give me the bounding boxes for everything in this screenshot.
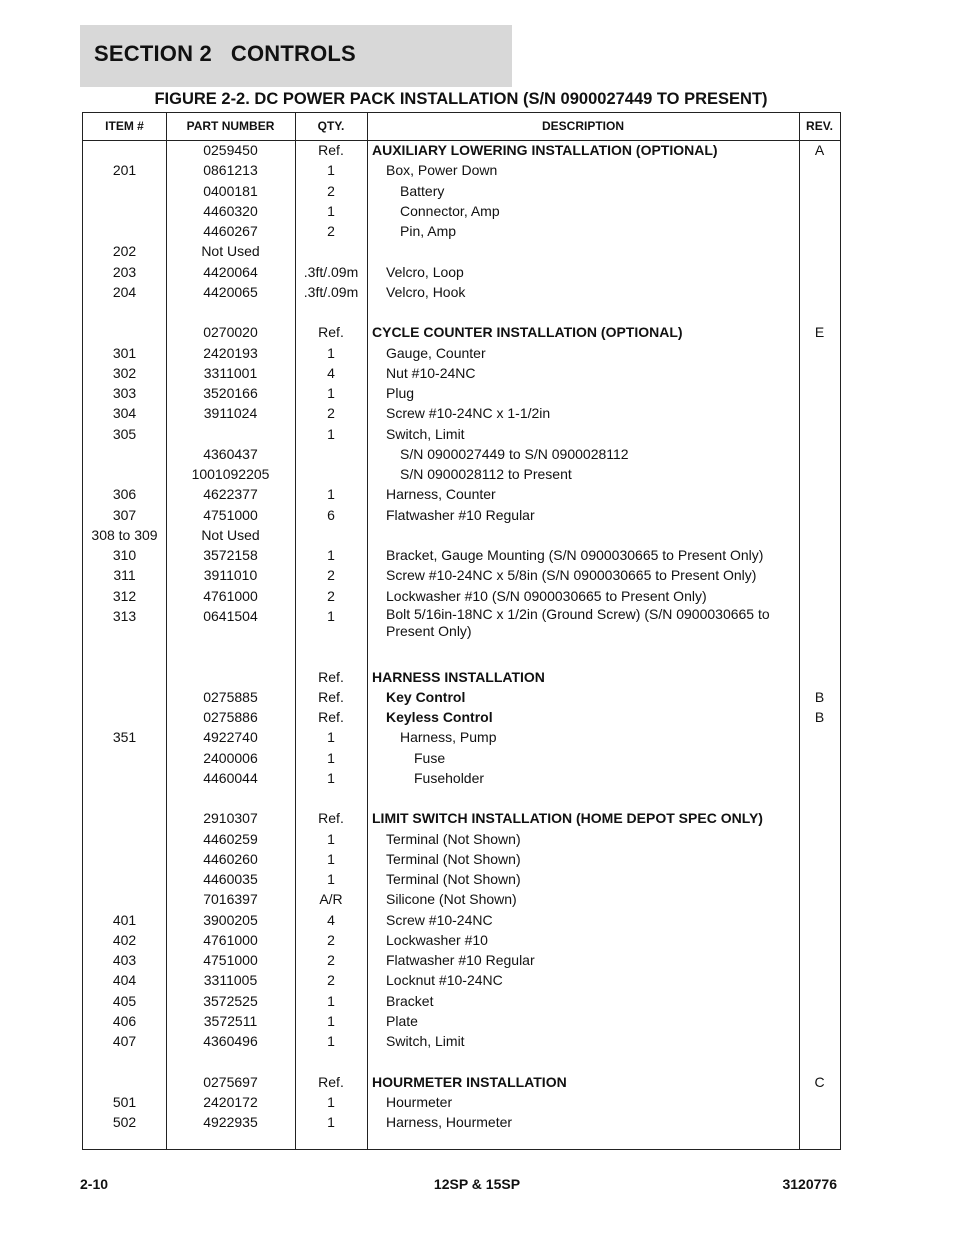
part-number-cell: 3572525 (203, 992, 258, 1009)
part-number-cell: 2910307 (203, 810, 258, 827)
part-number-cell: 3311001 (203, 364, 258, 381)
qty-cell: 1 (327, 871, 335, 887)
qty-cell: Ref. (318, 709, 344, 725)
description-cell: Switch, Limit (386, 425, 465, 442)
description-cell: Screw #10-24NC x 5/8in (S/N 0900030665 to Present Only) (386, 567, 757, 584)
page-number: 2-10 (80, 1176, 109, 1192)
description-cell: Screw #10-24NC (386, 911, 493, 928)
part-number-cell: 4922935 (203, 1114, 258, 1130)
table-row (83, 322, 840, 342)
part-number-cell: 3572158 (203, 547, 258, 563)
description-cell: S/N 0900028112 to Present (400, 466, 572, 482)
part-number-cell: 7016397 (203, 891, 258, 908)
table-row (83, 201, 840, 221)
item-cell: 501 (112, 1093, 137, 1110)
description-cell: Switch, Limit (386, 1033, 465, 1049)
part-number-cell: 4922740 (203, 729, 258, 746)
rev-cell: E (814, 324, 825, 341)
table-row (83, 565, 840, 585)
qty-cell: 1 (327, 830, 335, 847)
part-number-cell: 1001092205 (191, 466, 270, 482)
header-part-number: PART NUMBER (186, 119, 275, 133)
item-cell: 405 (112, 992, 137, 1009)
qty-cell: Ref. (318, 668, 344, 685)
description-cell: Pin, Amp (400, 223, 457, 239)
qty-cell: 6 (327, 506, 335, 523)
description-cell: Key Control (386, 688, 466, 705)
part-number-cell: 3911010 (203, 567, 258, 584)
qty-cell: 4 (327, 911, 335, 928)
qty-cell: 2 (327, 182, 335, 199)
qty-cell: 2 (327, 931, 335, 948)
part-number-cell: 4460260 (203, 850, 258, 867)
table-row (83, 444, 840, 464)
table-row (83, 991, 840, 1011)
qty-cell: 1 (327, 1012, 335, 1029)
qty-cell: 1 (327, 1114, 335, 1130)
qty-cell: 1 (327, 202, 335, 219)
item-cell: 302 (112, 364, 137, 381)
header-rev: REV. (806, 119, 833, 133)
description-cell: Terminal (Not Shown) (386, 850, 521, 867)
qty-cell: .3ft/.09m (303, 283, 359, 300)
item-cell: 406 (112, 1012, 137, 1029)
part-number-cell: 3900205 (203, 911, 258, 928)
header-item: ITEM # (105, 119, 144, 133)
table-row (83, 829, 840, 849)
table-row (83, 262, 840, 282)
description-cell: Fuse (414, 749, 446, 766)
part-number-cell: 4460267 (203, 223, 258, 239)
item-cell: 402 (112, 931, 137, 948)
table-row (83, 505, 840, 525)
table-row (83, 748, 840, 768)
part-number-cell: 0641504 (203, 607, 258, 624)
description-cell: Silicone (Not Shown) (386, 891, 517, 908)
item-cell: 310 (112, 547, 137, 563)
table-row (83, 869, 840, 889)
table-row (83, 768, 840, 788)
description-cell: Flatwasher #10 Regular (386, 506, 535, 523)
table-spacer-row (83, 646, 840, 666)
item-cell: 403 (112, 952, 137, 968)
table-row (83, 282, 840, 302)
qty-cell: 1 (327, 729, 335, 746)
part-number-cell: 4751000 (203, 952, 258, 968)
table-row (83, 667, 840, 687)
part-number-cell: 0275697 (203, 1073, 258, 1090)
table-row (83, 687, 840, 707)
part-number-cell: 2400006 (203, 749, 258, 766)
item-cell: 306 (112, 486, 137, 503)
description-cell: AUXILIARY LOWERING INSTALLATION (OPTIONAL) (372, 142, 718, 158)
description-cell: Flatwasher #10 Regular (386, 952, 535, 968)
description-cell: Keyless Control (386, 709, 493, 725)
part-number-cell: 3572511 (203, 1012, 258, 1029)
table-row (83, 1072, 840, 1092)
description-cell: Velcro, Loop (386, 263, 464, 280)
figure-title: FIGURE 2-2. DC POWER PACK INSTALLATION (S/N 0900027449 TO PRESENT) (154, 90, 768, 108)
part-number-cell: Not Used (201, 526, 260, 543)
item-cell: 312 (112, 587, 137, 604)
table-row (83, 889, 840, 909)
part-number-cell: 0259450 (203, 142, 258, 158)
qty-cell: 2 (327, 972, 335, 989)
qty-cell: .3ft/.09m (303, 263, 359, 280)
description-cell: Terminal (Not Shown) (386, 830, 521, 847)
part-number-cell: 4360496 (203, 1033, 258, 1049)
description-cell: CYCLE COUNTER INSTALLATION (OPTIONAL) (372, 324, 683, 341)
table-spacer-row (83, 1051, 840, 1071)
qty-cell: 1 (327, 607, 335, 624)
section-banner (80, 25, 512, 87)
table-row (83, 181, 840, 201)
qty-cell: 2 (327, 223, 335, 239)
item-cell: 304 (112, 405, 137, 422)
part-number-cell: 4460044 (203, 769, 258, 786)
part-number-cell: 3311005 (203, 972, 258, 989)
part-number-cell: 4460259 (203, 830, 258, 847)
item-cell: 311 (113, 567, 136, 584)
description-cell: HOURMETER INSTALLATION (372, 1073, 567, 1090)
table-row (83, 950, 840, 970)
table-row (83, 1092, 840, 1112)
item-cell: 201 (112, 162, 137, 179)
table-row (83, 403, 840, 423)
table-row (83, 221, 840, 241)
qty-cell: Ref. (318, 688, 344, 705)
rev-cell: B (814, 688, 825, 705)
model-name: 12SP & 15SP (433, 1176, 521, 1192)
description-cell: Plug (386, 385, 415, 401)
header-description: DESCRIPTION (541, 119, 624, 133)
description-cell: LIMIT SWITCH INSTALLATION (HOME DEPOT SPEC ONLY) (372, 810, 763, 827)
item-cell: 202 (112, 243, 137, 260)
part-number-cell: 0861213 (203, 162, 258, 179)
description-cell: Box, Power Down (386, 162, 498, 179)
table-row (83, 586, 840, 606)
qty-cell: 2 (327, 952, 335, 968)
part-number-cell: 0270020 (203, 324, 258, 341)
item-cell: 404 (112, 972, 137, 989)
part-number-cell: 3911024 (203, 405, 258, 422)
qty-cell: Ref. (318, 324, 344, 341)
description-cell: Nut #10-24NC (386, 364, 476, 381)
item-cell: 204 (112, 283, 137, 300)
table-row (83, 343, 840, 363)
part-number-cell: 4420064 (203, 263, 258, 280)
description-cell: Lockwasher #10 (S/N 0900030665 to Present Only) (386, 587, 707, 604)
part-number-cell: 2420193 (203, 344, 258, 361)
part-number-cell: 2420172 (203, 1093, 258, 1110)
table-row (83, 1112, 840, 1132)
qty-cell: 1 (327, 486, 335, 503)
item-cell: 313 (112, 607, 137, 624)
qty-cell: A/R (319, 891, 343, 908)
table-row (83, 140, 840, 160)
table-spacer-row (83, 788, 840, 808)
table-row (83, 160, 840, 180)
item-cell: 308 to 309 (91, 526, 158, 543)
qty-cell: 1 (327, 425, 335, 442)
table-row (83, 930, 840, 950)
qty-cell: 1 (327, 162, 335, 179)
description-cell: Hourmeter (386, 1093, 453, 1110)
description-cell: Screw #10-24NC x 1-1/2in (386, 405, 551, 422)
qty-cell: 1 (327, 1093, 335, 1110)
table-row (83, 1011, 840, 1031)
description-cell: Connector, Amp (400, 202, 500, 219)
item-cell: 203 (112, 263, 137, 280)
qty-cell: 4 (327, 364, 335, 381)
item-cell: 301 (112, 344, 137, 361)
part-number-cell: 4622377 (203, 486, 258, 503)
document-number: 3120776 (782, 1176, 837, 1192)
description-cell: Lockwasher #10 (386, 931, 488, 948)
description-cell: Velcro, Hook (386, 283, 466, 300)
part-number-cell: 4360437 (203, 445, 258, 462)
qty-cell: 1 (327, 547, 335, 563)
item-cell: 351 (112, 729, 137, 746)
description-cell: Bracket, Gauge Mounting (S/N 0900030665 to Present Only) (386, 547, 764, 563)
part-number-cell: Not Used (201, 243, 260, 260)
description-cell: S/N 0900027449 to S/N 0900028112 (400, 445, 629, 462)
rev-cell: B (814, 709, 825, 725)
item-cell: 502 (112, 1114, 137, 1130)
qty-cell: Ref. (318, 810, 344, 827)
part-number-cell: 4460035 (203, 871, 258, 887)
part-number-cell: 0275885 (203, 688, 258, 705)
item-cell: 401 (112, 911, 137, 928)
table-row (83, 424, 840, 444)
description-cell: Battery (400, 182, 445, 199)
table-header (83, 113, 840, 141)
description-cell: Harness, Pump (400, 729, 497, 746)
qty-cell: 1 (327, 992, 335, 1009)
item-cell: 305 (112, 425, 137, 442)
description-cell: Fuseholder (414, 769, 485, 786)
part-number-cell: 0275886 (203, 709, 258, 725)
section-title: SECTION 2 CONTROLS (94, 41, 356, 66)
description-cell: Bracket (386, 992, 434, 1009)
qty-cell: 1 (327, 769, 335, 786)
table-row (83, 808, 840, 828)
table-row (83, 707, 840, 727)
header-qty: QTY. (317, 119, 345, 133)
description-cell: Gauge, Counter (386, 344, 486, 361)
description-cell: HARNESS INSTALLATION (372, 668, 545, 685)
item-cell: 303 (112, 385, 137, 401)
table-row (83, 849, 840, 869)
table-row (83, 383, 840, 403)
table-row (83, 484, 840, 504)
table-row (83, 970, 840, 990)
part-number-cell: 4761000 (203, 931, 258, 948)
item-cell: 407 (112, 1033, 137, 1049)
table-spacer-row (83, 302, 840, 322)
table-row (83, 241, 840, 261)
description-cell: Bolt 5/16in-18NC x 1/2in (Ground Screw) (S/N 0900030665 to Present Only) (386, 605, 770, 639)
description-cell: Harness, Hourmeter (386, 1114, 513, 1130)
qty-cell: 2 (327, 405, 335, 422)
qty-cell: 2 (327, 567, 335, 584)
qty-cell: 1 (327, 344, 335, 361)
qty-cell: 1 (327, 749, 335, 766)
qty-cell: Ref. (318, 142, 344, 158)
qty-cell: 2 (327, 587, 335, 604)
part-number-cell: 4761000 (203, 587, 258, 604)
table-row (83, 525, 840, 545)
qty-cell: 1 (327, 385, 335, 401)
part-number-cell: 4420065 (203, 283, 258, 300)
qty-cell: 1 (327, 850, 335, 867)
description-cell: Harness, Counter (386, 486, 496, 503)
table-row (83, 1031, 840, 1051)
parts-table (82, 112, 841, 1150)
table-row (83, 910, 840, 930)
qty-cell: 1 (327, 1033, 335, 1049)
table-row (83, 545, 840, 565)
table-row (83, 727, 840, 747)
part-number-cell: 4751000 (203, 506, 258, 523)
qty-cell: Ref. (318, 1073, 344, 1090)
rev-cell: C (814, 1073, 825, 1090)
table-row (83, 464, 840, 484)
rev-cell: A (814, 142, 825, 158)
description-cell: Locknut #10-24NC (386, 972, 503, 989)
description-cell: Terminal (Not Shown) (386, 871, 521, 887)
table-row (83, 606, 840, 647)
item-cell: 307 (112, 506, 137, 523)
part-number-cell: 0400181 (203, 182, 258, 199)
part-number-cell: 4460320 (203, 202, 258, 219)
part-number-cell: 3520166 (203, 385, 258, 401)
table-body (83, 140, 840, 1132)
description-cell: Plate (386, 1012, 418, 1029)
table-row (83, 363, 840, 383)
